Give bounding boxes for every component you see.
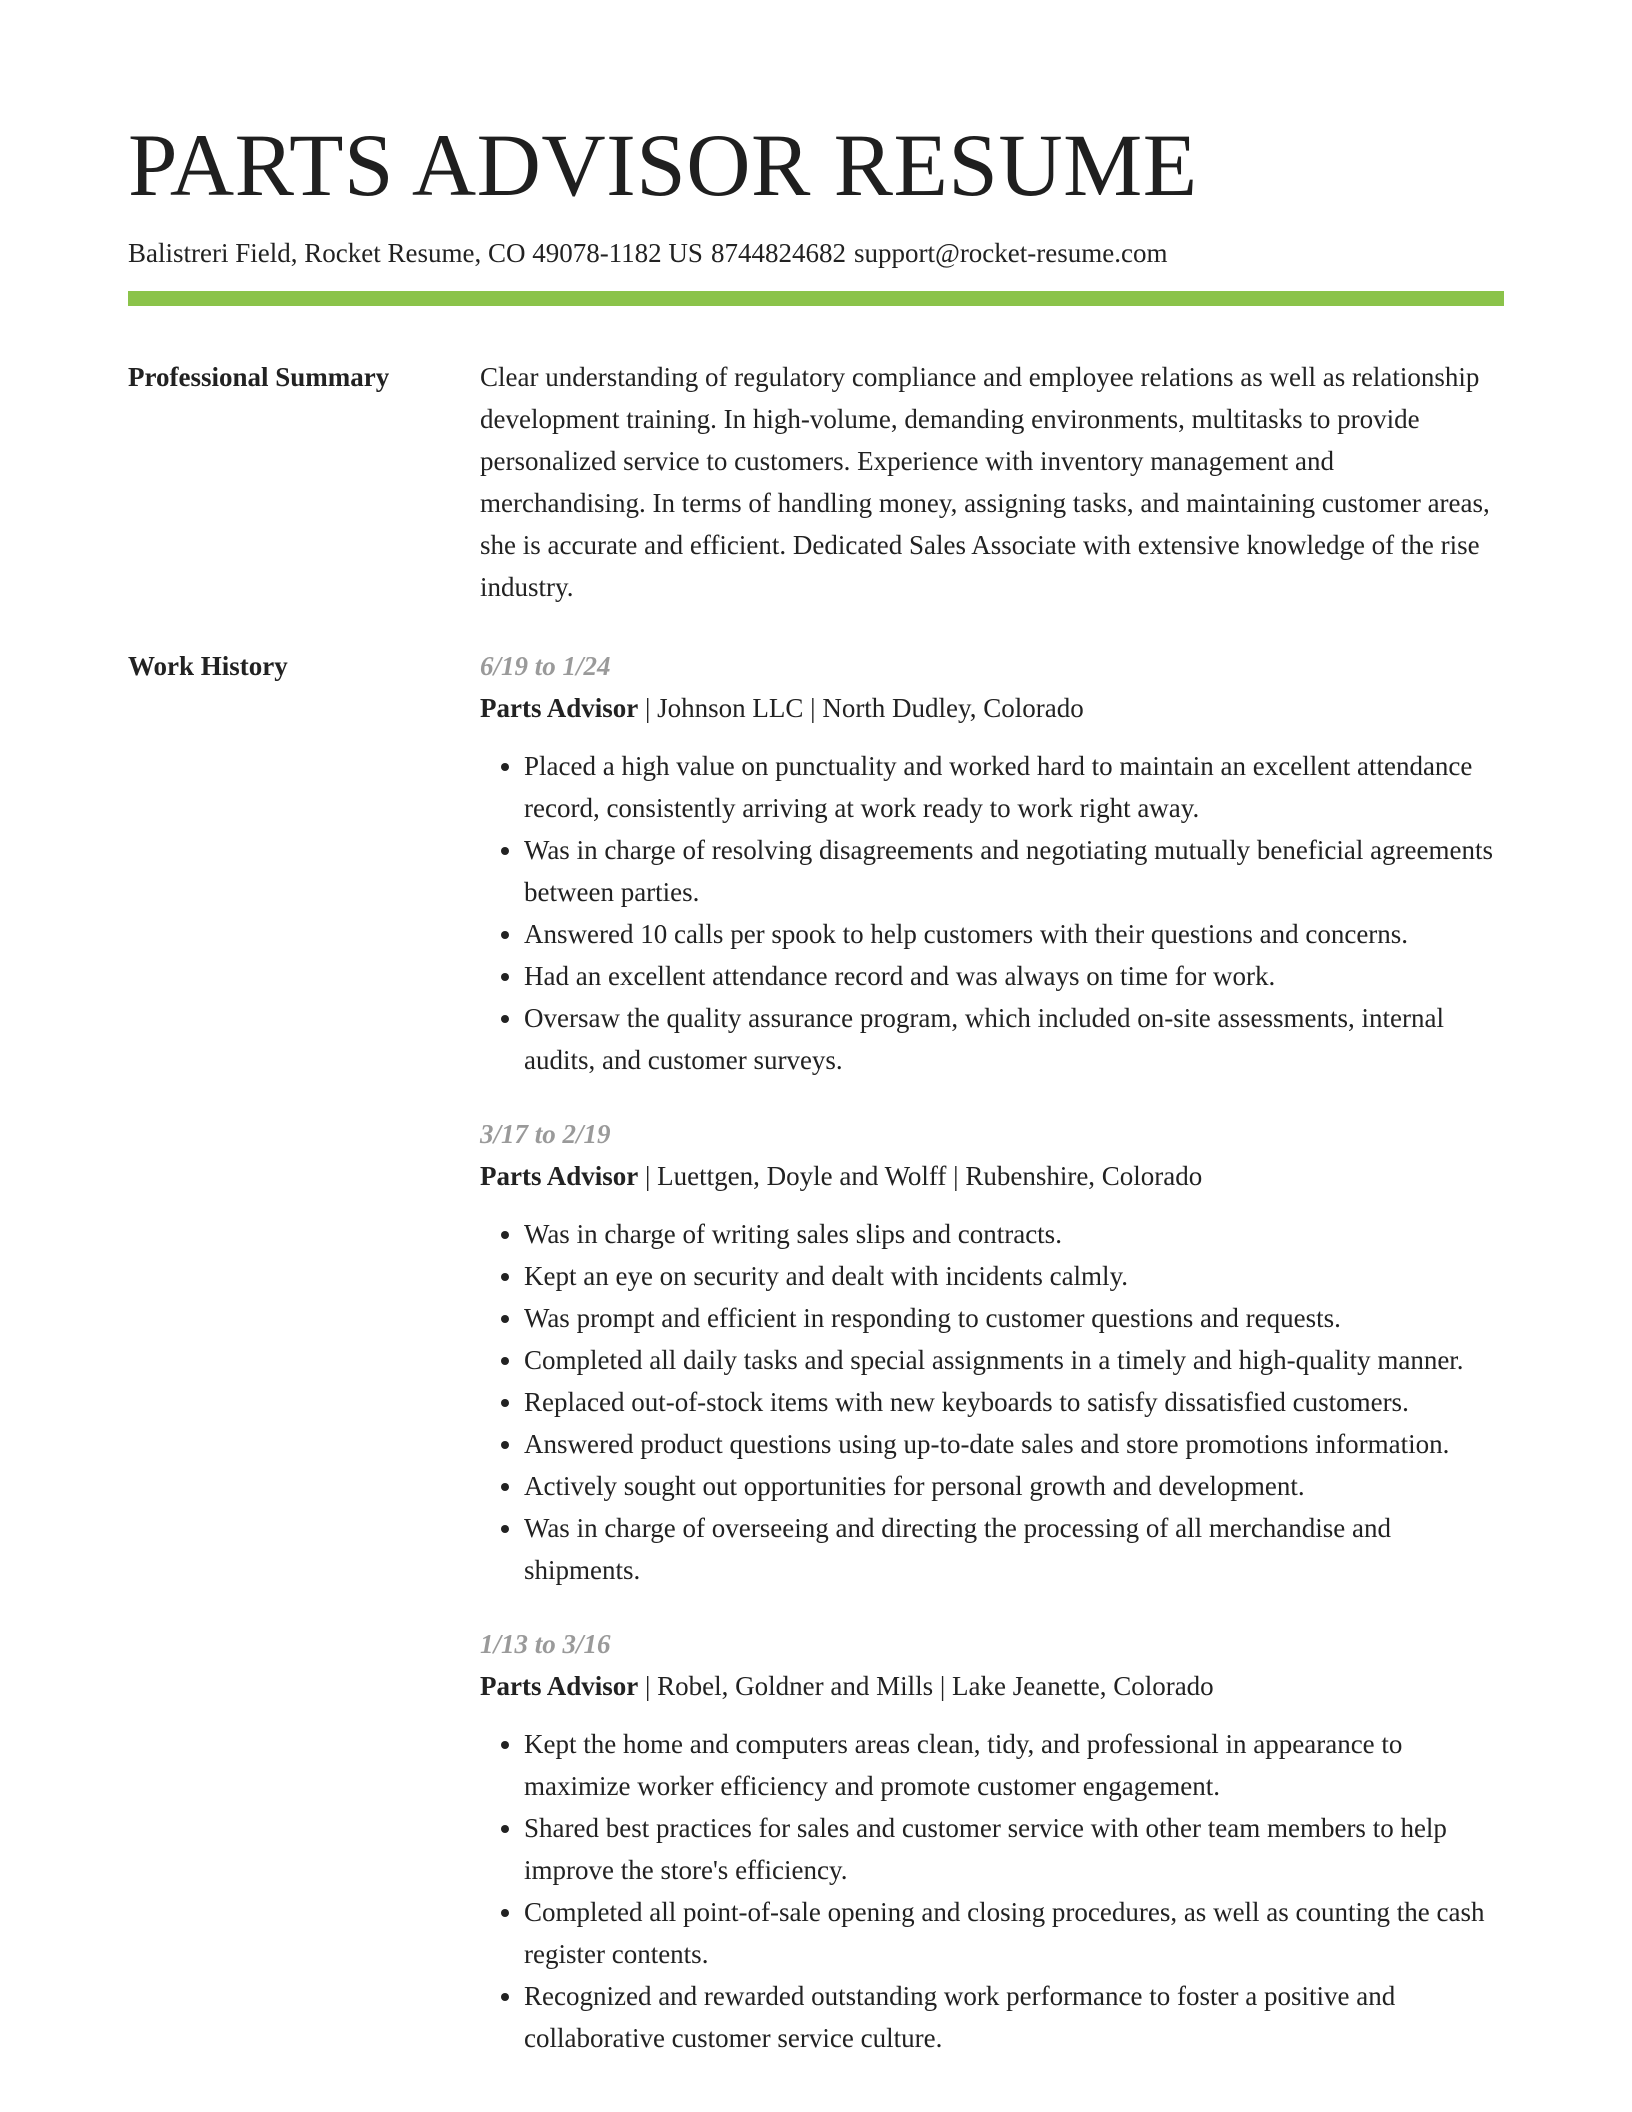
job-duty-item: • Answered product questions using up-to-date sales and store promotions information.	[524, 1423, 1504, 1465]
contact-email: support@rocket-resume.com	[853, 237, 1168, 268]
job-company-location: | Robel, Goldner and Mills | Lake Jeanette, Colorado	[638, 1670, 1214, 1701]
job-duty-item: • Answered 10 calls per spook to help customers with their questions and concerns.	[524, 913, 1504, 955]
job-company-location: | Luettgen, Doyle and Wolff | Rubenshire, Colorado	[638, 1160, 1203, 1191]
job-dates: 1/13 to 3/16	[480, 1628, 611, 1659]
job-duty-item: • Kept the home and computers areas clean, tidy, and professional in appearance to maximize worker efficiency and promote customer engagement.	[524, 1723, 1504, 1807]
contact-line	[128, 236, 1504, 271]
job-dates: 6/19 to 1/24	[480, 650, 611, 681]
work-history-list	[480, 645, 1504, 2091]
job-duty-item: • Placed a high value on punctuality and worked hard to maintain an excellent attendance record, consistently arriving at work ready to work right away.	[524, 745, 1504, 829]
job-duty-item: • Was prompt and efficient in responding to customer questions and requests.	[524, 1297, 1504, 1339]
job-title-line	[480, 1665, 1504, 1707]
job-entry	[480, 1623, 1504, 2059]
professional-summary-text: Clear understanding of regulatory compliance and employee relations as well as relationship development training. In high-volume, demanding environments, multitasks to provide personalized service to customers. Experience with inventory management and merchandising. In terms of handling money, assigning tasks, and maintaining customer areas, she is accurate and efficient. Dedicated Sales Associate with extensive knowledge of the rise industry.	[480, 361, 1490, 602]
professional-summary-section	[128, 356, 1504, 608]
job-duty-item: • Was in charge of overseeing and directing the processing of all merchandise and shipments.	[524, 1507, 1504, 1591]
job-duty-item: • Was in charge of writing sales slips and contracts.	[524, 1213, 1504, 1255]
job-duty-item: • Oversaw the quality assurance program, which included on-site assessments, internal audits, and customer surveys.	[524, 997, 1504, 1081]
section-label-work-history: Work History	[128, 650, 288, 681]
job-entry	[480, 645, 1504, 1081]
job-duty-item: • Recognized and rewarded outstanding work performance to foster a positive and collaborative customer service culture.	[524, 1975, 1504, 2059]
job-dates: 3/17 to 2/19	[480, 1118, 611, 1149]
job-company-location: | Johnson LLC | North Dudley, Colorado	[638, 692, 1084, 723]
job-duty-item: • Actively sought out opportunities for personal growth and development.	[524, 1465, 1504, 1507]
header-divider	[128, 291, 1504, 306]
job-duty-item: • Replaced out-of-stock items with new keyboards to satisfy dissatisfied customers.	[524, 1381, 1504, 1423]
job-title: Parts Advisor	[480, 1670, 639, 1701]
job-duty-item: • Completed all point-of-sale opening and closing procedures, as well as counting the cash register contents.	[524, 1891, 1504, 1975]
job-duty-item: • Had an excellent attendance record and was always on time for work.	[524, 955, 1504, 997]
job-duties-list	[480, 1723, 1504, 2059]
job-entry	[480, 1113, 1504, 1591]
job-title-line	[480, 1155, 1504, 1197]
contact-phone: 8744824682	[710, 237, 846, 268]
section-label-professional-summary: Professional Summary	[128, 361, 390, 392]
job-title: Parts Advisor	[480, 1160, 639, 1191]
job-duty-item: • Completed all daily tasks and special assignments in a timely and high-quality manner.	[524, 1339, 1504, 1381]
job-title: Parts Advisor	[480, 692, 639, 723]
resume-title: PARTS ADVISOR RESUME	[128, 117, 1198, 215]
job-duty-item: • Shared best practices for sales and customer service with other team members to help improve the store's efficiency.	[524, 1807, 1504, 1891]
job-duty-item: • Was in charge of resolving disagreements and negotiating mutually beneficial agreements between parties.	[524, 829, 1504, 913]
job-title-line	[480, 687, 1504, 729]
job-duty-item: • Kept an eye on security and dealt with incidents calmly.	[524, 1255, 1504, 1297]
job-duties-list	[480, 1213, 1504, 1591]
contact-address: Balistreri Field, Rocket Resume, CO 49078-1182 US	[128, 237, 703, 268]
job-duties-list	[480, 745, 1504, 1081]
work-history-section	[128, 645, 1504, 2091]
